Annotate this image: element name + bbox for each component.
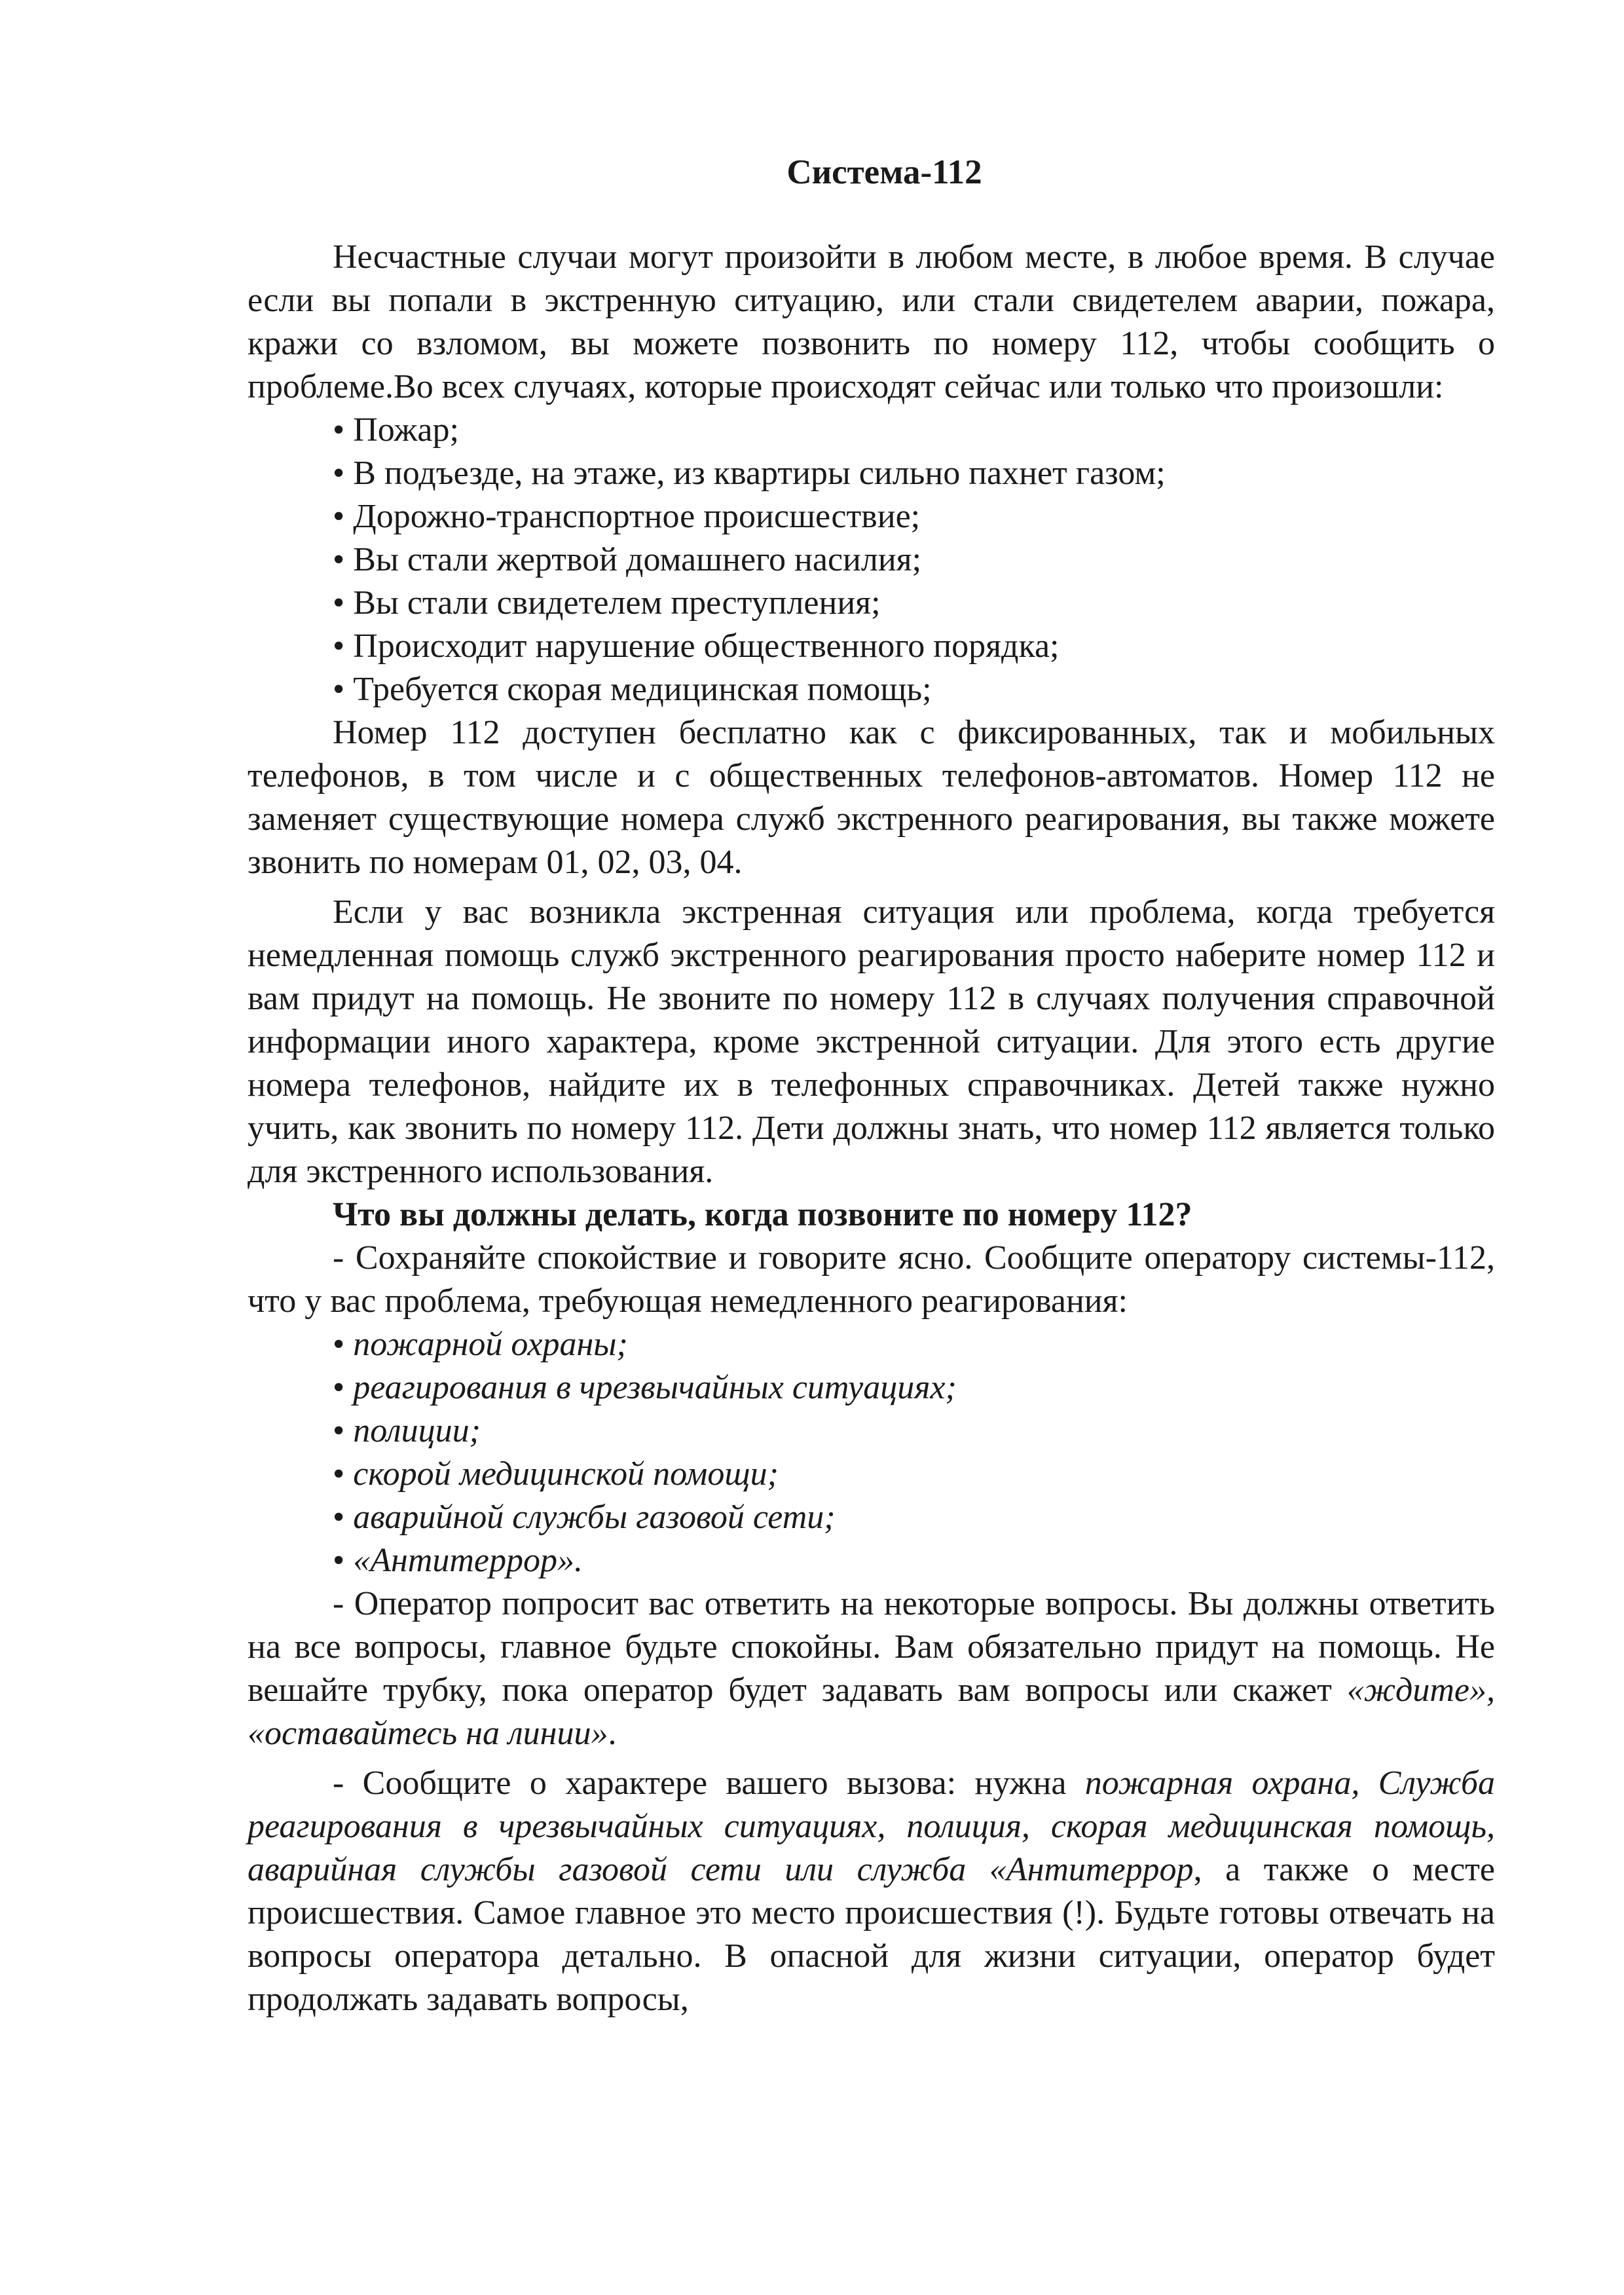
list-item: • Дорожно-транспортное происшествие; — [333, 495, 1495, 538]
list-item: • аварийной службы газовой сети; — [333, 1496, 1495, 1539]
document-page — [248, 151, 1495, 2021]
list-item: • Требуется скорая медицинская помощь; — [333, 668, 1495, 711]
list-item: • реагирования в чрезвычайных ситуациях; — [333, 1366, 1495, 1409]
list-item: • Происходит нарушение общественного порядка; — [333, 625, 1495, 668]
step-calm-paragraph: - Сохраняйте спокойствие и говорите ясно. Сообщите оператору системы-112, что у вас проблема, требующая немедленного реагирования: — [248, 1239, 1495, 1320]
list-item: • скорой медицинской помощи; — [333, 1453, 1495, 1496]
list-item: • «Антитеррор». — [333, 1539, 1495, 1582]
list-item: • Вы стали жертвой домашнего насилия; — [333, 538, 1495, 582]
services-list — [248, 1323, 1495, 1582]
list-item: • Пожар; — [333, 409, 1495, 452]
step-questions-end: . — [608, 1715, 617, 1752]
operator-quote: «ждите», «оставайтесь на линии» — [248, 1671, 1495, 1752]
availability-paragraph: Номер 112 доступен бесплатно как с фиксированных, так и мобильных телефонов, в том числе и с общественных телефонов-автоматов. Номер 112 не заменяет существующие номера служб экстренного реагирования, вы также можете звонить по номерам 01, 02, 03, 04. — [248, 714, 1495, 881]
step-describe-paragraph — [248, 1762, 1495, 2021]
situations-list — [248, 409, 1495, 711]
step-questions-paragraph — [248, 1582, 1495, 1755]
list-item: • пожарной охраны; — [333, 1323, 1495, 1366]
list-item: • полиции; — [333, 1409, 1495, 1453]
list-item: • В подъезде, на этаже, из квартиры сильно пахнет газом; — [333, 452, 1495, 495]
list-item: • Вы стали свидетелем преступления; — [333, 582, 1495, 625]
services-italic: пожарная охрана, Служба реагирования в чрезвычайных ситуациях, полиция, скорая медицинская помощь, аварийная службы газовой сети или служба «Антитеррор — [248, 1764, 1495, 1888]
document-title: Система-112 — [786, 153, 982, 191]
usage-paragraph: Если у вас возникла экстренная ситуация или проблема, когда требуется немедленная помощь служб экстренного реагирования просто наберите номер 112 и вам придут на помощь. Не звоните по номеру 112 в случаях получения справочной информации иного характера, кроме экстренной ситуации. Для этого есть другие номера телефонов, найдите их в телефонных справочниках. Детей также нужно учить, как звонить по номеру 112. Дети должны знать, что номер 112 является только для экстренного использования. — [248, 893, 1495, 1190]
section-heading: Что вы должны делать, когда позвоните по номеру 112? — [333, 1196, 1192, 1233]
step-questions-text: - Оператор попросит вас ответить на некоторые вопросы. Вы должны ответить на все вопросы, главное будьте спокойны. Вам обязательно придут на помощь. Не вешайте трубку, пока оператор будет задавать вам вопросы или скажет — [248, 1585, 1495, 1709]
intro-paragraph: Несчастные случаи могут произойти в любом месте, в любое время. В случае если вы попали в экстренную ситуацию, или стали свидетелем аварии, пожара, кражи со взломом, вы можете позвонить по номеру 112, чтобы сообщить о проблеме.Во всех случаях, которые происходят сейчас или только что произошли: — [248, 238, 1495, 405]
step-describe-lead: - Сообщите о характере вашего вызова: нужна — [333, 1764, 1085, 1802]
step-describe-rest: , а также о месте происшествия. Самое главное это место происшествия (!). Будьте готовы отвечать на вопросы оператора детально. В опасной для жизни ситуации, оператор будет продолжать задавать вопросы, — [248, 1851, 1495, 2018]
